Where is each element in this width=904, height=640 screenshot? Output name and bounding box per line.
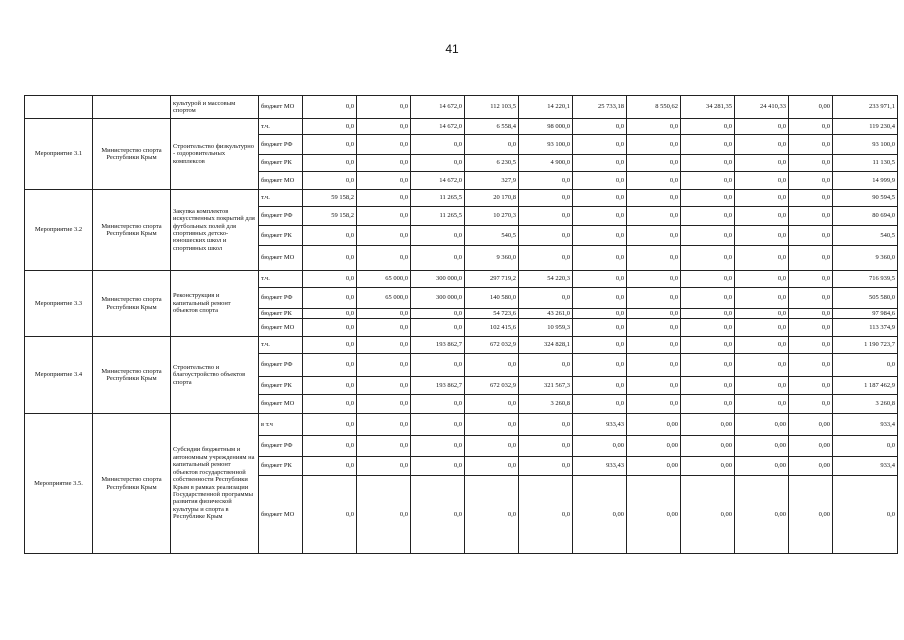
value-cell: 0,00 — [627, 436, 681, 457]
value-cell: 97 984,6 — [833, 309, 898, 319]
value-cell: 193 862,7 — [411, 337, 465, 354]
value-cell: 0,0 — [303, 457, 357, 476]
value-cell: 0,0 — [681, 337, 735, 354]
table-row — [25, 414, 898, 436]
executor-cell: Министерство спорта Республики Крым — [93, 271, 171, 337]
value-cell: 0,0 — [357, 207, 411, 226]
value-cell: 0,0 — [303, 337, 357, 354]
value-cell: 0,0 — [681, 207, 735, 226]
value-cell: 0,0 — [411, 354, 465, 377]
value-cell: 0,0 — [735, 135, 789, 155]
value-cell: 6 558,4 — [465, 119, 519, 135]
value-cell: 0,00 — [735, 414, 789, 436]
value-cell: 0,0 — [627, 155, 681, 172]
funding-source-cell: т.ч. — [259, 271, 303, 288]
value-cell: 0,0 — [833, 476, 898, 554]
value-cell: 93 100,0 — [519, 135, 573, 155]
value-cell: 112 103,5 — [465, 96, 519, 119]
value-cell: 0,00 — [681, 457, 735, 476]
value-cell: 300 000,0 — [411, 271, 465, 288]
value-cell: 0,0 — [789, 226, 833, 246]
value-cell: 54 220,3 — [519, 271, 573, 288]
value-cell: 0,0 — [789, 377, 833, 395]
value-cell: 0,0 — [357, 96, 411, 119]
value-cell: 0,0 — [573, 226, 627, 246]
funding-source-cell: в т.ч — [259, 414, 303, 436]
value-cell: 0,0 — [357, 436, 411, 457]
funding-source-cell: бюджет РК — [259, 309, 303, 319]
value-cell: 0,0 — [411, 436, 465, 457]
value-cell: 0,0 — [627, 119, 681, 135]
value-cell: 11 265,5 — [411, 207, 465, 226]
value-cell: 0,0 — [519, 476, 573, 554]
value-cell: 10 270,3 — [465, 207, 519, 226]
value-cell: 716 939,5 — [833, 271, 898, 288]
value-cell: 0,0 — [789, 172, 833, 190]
value-cell: 0,0 — [627, 271, 681, 288]
value-cell: 140 580,0 — [465, 288, 519, 309]
value-cell: 0,0 — [681, 119, 735, 135]
value-cell: 0,0 — [735, 288, 789, 309]
value-cell: 14 672,0 — [411, 172, 465, 190]
value-cell: 0,0 — [411, 309, 465, 319]
value-cell: 0,0 — [789, 155, 833, 172]
value-cell: 0,0 — [357, 190, 411, 207]
table-row — [25, 337, 898, 354]
value-cell: 933,43 — [573, 414, 627, 436]
value-cell: 34 281,35 — [681, 96, 735, 119]
value-cell: 0,0 — [357, 246, 411, 271]
value-cell: 0,0 — [735, 226, 789, 246]
value-cell: 0,0 — [735, 119, 789, 135]
value-cell: 0,0 — [789, 246, 833, 271]
value-cell: 672 032,9 — [465, 337, 519, 354]
value-cell: 0,0 — [789, 271, 833, 288]
value-cell: 1 187 462,9 — [833, 377, 898, 395]
value-cell: 0,0 — [411, 246, 465, 271]
value-cell: 0,0 — [789, 288, 833, 309]
value-cell: 0,0 — [735, 337, 789, 354]
value-cell: 0,0 — [573, 354, 627, 377]
value-cell: 0,0 — [357, 476, 411, 554]
value-cell: 0,0 — [411, 476, 465, 554]
value-cell: 0,0 — [627, 354, 681, 377]
value-cell: 1 190 723,7 — [833, 337, 898, 354]
value-cell: 0,0 — [573, 319, 627, 337]
value-cell: 0,0 — [303, 395, 357, 414]
activity-name-cell: Субсидии бюджетным и автономным учреждениям на капитальный ремонт объектов государственной собственности Республики Крым в рамках реализации Государственной программы развития физической культуры и спорта в Республике Крым — [171, 414, 259, 554]
executor-cell — [93, 96, 171, 119]
value-cell: 0,00 — [627, 457, 681, 476]
funding-source-cell: бюджет РК — [259, 377, 303, 395]
funding-source-cell: бюджет РК — [259, 226, 303, 246]
value-cell: 0,0 — [681, 319, 735, 337]
value-cell: 300 000,0 — [411, 288, 465, 309]
value-cell: 0,0 — [789, 135, 833, 155]
value-cell: 0,0 — [573, 309, 627, 319]
value-cell: 0,0 — [735, 309, 789, 319]
value-cell: 297 719,2 — [465, 271, 519, 288]
value-cell: 0,0 — [627, 395, 681, 414]
value-cell: 0,0 — [573, 119, 627, 135]
value-cell: 0,00 — [627, 414, 681, 436]
value-cell: 0,0 — [303, 377, 357, 395]
value-cell: 0,0 — [357, 309, 411, 319]
value-cell: 43 261,0 — [519, 309, 573, 319]
value-cell: 0,0 — [519, 288, 573, 309]
value-cell: 0,0 — [357, 377, 411, 395]
value-cell: 0,0 — [789, 190, 833, 207]
value-cell: 54 723,6 — [465, 309, 519, 319]
table-row — [25, 190, 898, 207]
value-cell: 0,0 — [303, 436, 357, 457]
value-cell: 0,0 — [573, 172, 627, 190]
value-cell: 0,0 — [789, 207, 833, 226]
value-cell: 0,0 — [627, 319, 681, 337]
value-cell: 0,0 — [303, 135, 357, 155]
value-cell: 80 694,0 — [833, 207, 898, 226]
value-cell: 0,0 — [303, 226, 357, 246]
value-cell: 0,0 — [357, 172, 411, 190]
funding-source-cell: бюджет РК — [259, 155, 303, 172]
value-cell: 0,0 — [303, 246, 357, 271]
value-cell: 0,0 — [735, 172, 789, 190]
value-cell: 321 567,3 — [519, 377, 573, 395]
value-cell: 0,00 — [573, 476, 627, 554]
value-cell: 0,0 — [735, 246, 789, 271]
value-cell: 0,0 — [357, 354, 411, 377]
value-cell: 0,00 — [789, 414, 833, 436]
activity-name-cell: Закупка комплектов искусственных покрытий для футбольных полей для спортивных детско-юношеских школ и спортивных школ — [171, 190, 259, 271]
value-cell: 0,0 — [681, 246, 735, 271]
activity-name-cell: Строительство физкультурно - оздоровительных комплексов — [171, 119, 259, 190]
value-cell: 0,0 — [519, 207, 573, 226]
funding-source-cell: т.ч. — [259, 119, 303, 135]
value-cell: 933,4 — [833, 457, 898, 476]
budget-table — [24, 95, 898, 554]
value-cell: 0,0 — [681, 190, 735, 207]
value-cell: 0,0 — [519, 457, 573, 476]
value-cell: 0,0 — [833, 436, 898, 457]
value-cell: 24 410,33 — [735, 96, 789, 119]
value-cell: 0,00 — [789, 457, 833, 476]
value-cell: 20 170,8 — [465, 190, 519, 207]
value-cell: 25 733,18 — [573, 96, 627, 119]
value-cell: 93 100,0 — [833, 135, 898, 155]
value-cell: 0,0 — [627, 246, 681, 271]
value-cell: 3 260,8 — [833, 395, 898, 414]
value-cell: 0,0 — [357, 155, 411, 172]
value-cell: 0,0 — [465, 457, 519, 476]
funding-source-cell: бюджет МО — [259, 395, 303, 414]
value-cell: 672 032,9 — [465, 377, 519, 395]
value-cell: 0,0 — [357, 414, 411, 436]
measure-cell: Мероприятие 3.2 — [25, 190, 93, 271]
table-row — [25, 119, 898, 135]
value-cell: 14 672,0 — [411, 96, 465, 119]
value-cell: 0,00 — [627, 476, 681, 554]
value-cell: 0,0 — [789, 354, 833, 377]
funding-source-cell: бюджет МО — [259, 172, 303, 190]
value-cell: 0,0 — [519, 190, 573, 207]
value-cell: 59 158,2 — [303, 190, 357, 207]
value-cell: 4 900,0 — [519, 155, 573, 172]
value-cell: 0,0 — [627, 207, 681, 226]
value-cell: 0,0 — [519, 226, 573, 246]
value-cell: 0,0 — [303, 476, 357, 554]
funding-source-cell: т.ч. — [259, 337, 303, 354]
value-cell: 0,00 — [789, 436, 833, 457]
value-cell: 0,0 — [303, 155, 357, 172]
value-cell: 0,0 — [411, 226, 465, 246]
value-cell: 0,0 — [357, 226, 411, 246]
value-cell: 540,5 — [833, 226, 898, 246]
value-cell: 0,0 — [681, 226, 735, 246]
funding-source-cell: бюджет РФ — [259, 207, 303, 226]
value-cell: 119 230,4 — [833, 119, 898, 135]
value-cell: 0,0 — [465, 135, 519, 155]
value-cell: 113 374,9 — [833, 319, 898, 337]
value-cell: 0,0 — [411, 155, 465, 172]
value-cell: 10 959,3 — [519, 319, 573, 337]
value-cell: 0,0 — [411, 414, 465, 436]
value-cell: 0,0 — [573, 288, 627, 309]
funding-source-cell: бюджет РФ — [259, 135, 303, 155]
value-cell: 14 220,1 — [519, 96, 573, 119]
value-cell: 0,0 — [303, 119, 357, 135]
measure-cell — [25, 96, 93, 119]
value-cell: 0,0 — [573, 190, 627, 207]
value-cell: 59 158,2 — [303, 207, 357, 226]
value-cell: 0,0 — [573, 377, 627, 395]
value-cell: 14 999,9 — [833, 172, 898, 190]
value-cell: 0,0 — [735, 395, 789, 414]
value-cell: 0,0 — [627, 288, 681, 309]
value-cell: 0,0 — [465, 436, 519, 457]
value-cell: 0,0 — [735, 354, 789, 377]
value-cell: 0,00 — [789, 96, 833, 119]
value-cell: 0,0 — [519, 172, 573, 190]
value-cell: 933,4 — [833, 414, 898, 436]
value-cell: 0,00 — [735, 476, 789, 554]
value-cell: 0,0 — [573, 135, 627, 155]
value-cell: 0,0 — [681, 135, 735, 155]
value-cell: 0,0 — [411, 319, 465, 337]
value-cell: 0,0 — [465, 414, 519, 436]
value-cell: 9 360,0 — [465, 246, 519, 271]
value-cell: 0,0 — [627, 226, 681, 246]
activity-name-cell: Реконструкция и капитальный ремонт объектов спорта — [171, 271, 259, 337]
value-cell: 0,0 — [519, 436, 573, 457]
value-cell: 0,0 — [303, 288, 357, 309]
value-cell: 0,0 — [573, 395, 627, 414]
value-cell: 0,0 — [573, 271, 627, 288]
funding-source-cell: бюджет РК — [259, 457, 303, 476]
value-cell: 0,0 — [627, 172, 681, 190]
value-cell: 0,0 — [681, 172, 735, 190]
value-cell: 0,0 — [681, 288, 735, 309]
value-cell: 0,0 — [681, 309, 735, 319]
value-cell: 0,0 — [627, 377, 681, 395]
value-cell: 327,9 — [465, 172, 519, 190]
funding-source-cell: бюджет МО — [259, 319, 303, 337]
value-cell: 0,0 — [303, 309, 357, 319]
value-cell: 0,0 — [303, 271, 357, 288]
value-cell: 0,0 — [411, 135, 465, 155]
funding-source-cell: бюджет РФ — [259, 354, 303, 377]
value-cell: 0,0 — [735, 377, 789, 395]
funding-source-cell: бюджет МО — [259, 96, 303, 119]
value-cell: 0,0 — [357, 457, 411, 476]
value-cell: 233 971,1 — [833, 96, 898, 119]
value-cell: 0,0 — [519, 414, 573, 436]
measure-cell: Мероприятие 3.3 — [25, 271, 93, 337]
value-cell: 0,0 — [627, 190, 681, 207]
value-cell: 0,0 — [681, 377, 735, 395]
value-cell: 0,0 — [573, 207, 627, 226]
executor-cell: Министерство спорта Республики Крым — [93, 190, 171, 271]
value-cell: 0,0 — [411, 457, 465, 476]
funding-source-cell: бюджет МО — [259, 246, 303, 271]
value-cell: 0,00 — [681, 476, 735, 554]
value-cell: 98 000,0 — [519, 119, 573, 135]
value-cell: 0,0 — [627, 135, 681, 155]
value-cell: 0,0 — [357, 337, 411, 354]
value-cell: 0,0 — [303, 354, 357, 377]
value-cell: 193 862,7 — [411, 377, 465, 395]
value-cell: 0,0 — [303, 172, 357, 190]
executor-cell: Министерство спорта Республики Крым — [93, 414, 171, 554]
value-cell: 0,0 — [627, 337, 681, 354]
value-cell: 65 000,0 — [357, 288, 411, 309]
value-cell: 0,0 — [465, 476, 519, 554]
value-cell: 0,0 — [681, 395, 735, 414]
value-cell: 0,0 — [735, 271, 789, 288]
value-cell: 9 360,0 — [833, 246, 898, 271]
value-cell: 6 230,5 — [465, 155, 519, 172]
funding-source-cell: бюджет МО — [259, 476, 303, 554]
value-cell: 0,0 — [735, 190, 789, 207]
page-number: 41 — [445, 42, 459, 56]
funding-source-cell: бюджет РФ — [259, 436, 303, 457]
measure-cell: Мероприятие 3.5. — [25, 414, 93, 554]
value-cell: 0,00 — [681, 414, 735, 436]
value-cell: 0,00 — [735, 436, 789, 457]
value-cell: 933,43 — [573, 457, 627, 476]
value-cell: 0,00 — [681, 436, 735, 457]
value-cell: 0,0 — [303, 96, 357, 119]
value-cell: 11 130,5 — [833, 155, 898, 172]
executor-cell: Министерство спорта Республики Крым — [93, 337, 171, 414]
value-cell: 0,0 — [357, 395, 411, 414]
value-cell: 0,0 — [735, 207, 789, 226]
activity-name-cell: Строительство и благоустройство объектов спорта — [171, 337, 259, 414]
value-cell: 0,0 — [735, 319, 789, 337]
value-cell: 0,0 — [789, 319, 833, 337]
value-cell: 0,0 — [573, 337, 627, 354]
activity-name-cell: культурой и массовым спортом — [171, 96, 259, 119]
value-cell: 540,5 — [465, 226, 519, 246]
table-row — [25, 96, 898, 119]
value-cell: 0,0 — [303, 319, 357, 337]
value-cell: 0,0 — [519, 246, 573, 271]
value-cell: 0,0 — [735, 155, 789, 172]
measure-cell: Мероприятие 3.1 — [25, 119, 93, 190]
value-cell: 0,0 — [789, 395, 833, 414]
value-cell: 0,0 — [789, 337, 833, 354]
value-cell: 0,0 — [789, 119, 833, 135]
value-cell: 0,0 — [681, 155, 735, 172]
value-cell: 11 265,5 — [411, 190, 465, 207]
value-cell: 0,0 — [465, 354, 519, 377]
value-cell: 0,0 — [357, 319, 411, 337]
value-cell: 0,00 — [789, 476, 833, 554]
value-cell: 0,00 — [735, 457, 789, 476]
value-cell: 0,0 — [465, 395, 519, 414]
value-cell: 0,00 — [573, 436, 627, 457]
value-cell: 90 594,5 — [833, 190, 898, 207]
value-cell: 0,0 — [573, 246, 627, 271]
value-cell: 0,0 — [303, 414, 357, 436]
value-cell: 0,0 — [357, 119, 411, 135]
value-cell: 0,0 — [519, 354, 573, 377]
budget-table-body — [25, 96, 898, 554]
value-cell: 505 580,0 — [833, 288, 898, 309]
value-cell: 102 415,6 — [465, 319, 519, 337]
value-cell: 0,0 — [681, 354, 735, 377]
value-cell: 0,0 — [789, 309, 833, 319]
value-cell: 0,0 — [681, 271, 735, 288]
value-cell: 0,0 — [573, 155, 627, 172]
value-cell: 0,0 — [411, 395, 465, 414]
measure-cell: Мероприятие 3.4 — [25, 337, 93, 414]
executor-cell: Министерство спорта Республики Крым — [93, 119, 171, 190]
table-row — [25, 271, 898, 288]
value-cell: 0,0 — [357, 135, 411, 155]
funding-source-cell: т.ч. — [259, 190, 303, 207]
value-cell: 65 000,0 — [357, 271, 411, 288]
value-cell: 3 260,8 — [519, 395, 573, 414]
value-cell: 0,0 — [833, 354, 898, 377]
value-cell: 0,0 — [627, 309, 681, 319]
value-cell: 8 550,62 — [627, 96, 681, 119]
funding-source-cell: бюджет РФ — [259, 288, 303, 309]
value-cell: 324 828,1 — [519, 337, 573, 354]
value-cell: 14 672,0 — [411, 119, 465, 135]
